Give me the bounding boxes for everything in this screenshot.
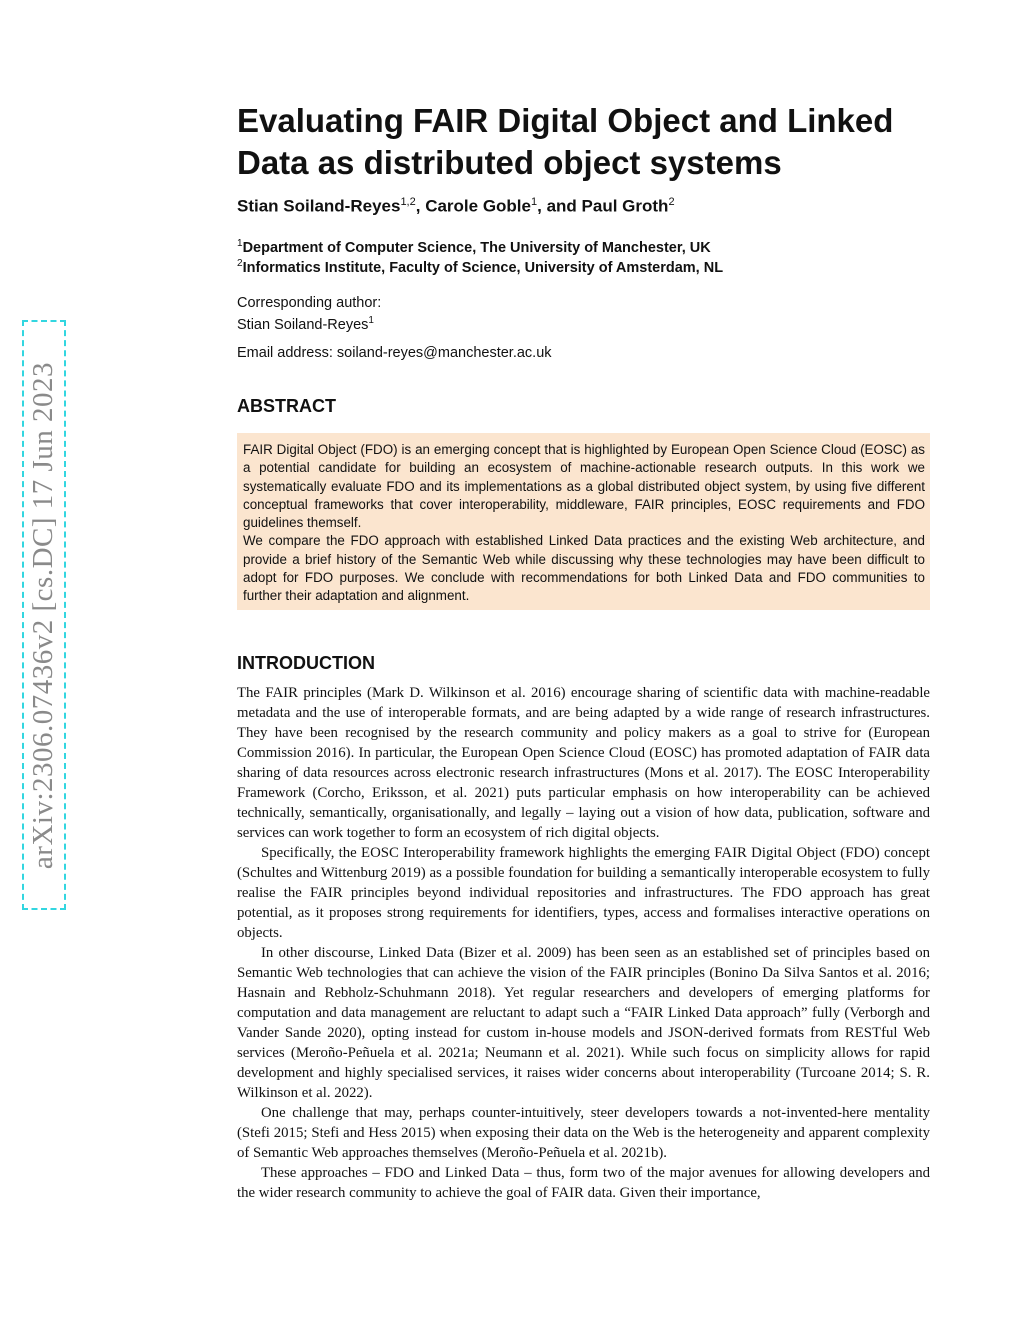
corresponding-author-label: Corresponding author: xyxy=(237,295,382,311)
affiliation-text: Department of Computer Science, The University of Manchester, UK xyxy=(242,239,711,256)
corresponding-author-mark: 1 xyxy=(368,315,374,326)
corresponding-author-name: Stian Soiland-Reyes xyxy=(237,316,369,333)
abstract-paragraph: FAIR Digital Object (FDO) is an emerging concept that is highlighted by European Open Science Cloud (EOSC) as a potential candidate for building an ecosystem of machine-actionable research outputs. In this work we systematically evaluate FDO and its implementations as a global distributed object system, by using five different conceptual frameworks that cover interoperability, middleware, FAIR principles, EOSC requirements and FDO guidelines themself. xyxy=(243,442,925,531)
abstract-paragraph: We compare the FDO approach with established Linked Data practices and the existing Web architecture, and provide a brief history of the Semantic Web while discussing why these technologies may have been difficult to adopt for FDO purposes. We conclude with recommendations for both Linked Data and FDO communities to further their adaptation and alignment. xyxy=(243,533,925,604)
affiliation-text: Informatics Institute, Faculty of Science, University of Amsterdam, NL xyxy=(242,259,724,276)
author-affiliation-mark: 2 xyxy=(668,196,675,208)
body-paragraph: One challenge that may, perhaps counter-intuitively, steer developers towards a not-invented-here mentality (Stefi 2015; Stefi and Hess 2015) when exposing their data on the Web is the heterogeneity and apparent complexity of Semantic Web approaches themselves (Meroño-Peñuela et al. 2021b). xyxy=(237,1105,930,1161)
author-name: Carole Goble xyxy=(425,196,531,216)
affiliation-mark: 2 xyxy=(237,258,243,269)
author-list xyxy=(237,196,930,217)
introduction-heading: INTRODUCTION xyxy=(237,653,375,673)
abstract-heading: ABSTRACT xyxy=(237,396,336,416)
author-separator: , xyxy=(415,196,426,216)
author-name: Paul Groth xyxy=(581,196,669,216)
paper-title: Evaluating FAIR Digital Object and Linked Data as distributed object systems xyxy=(237,102,894,181)
abstract-box xyxy=(237,433,930,610)
affiliation-mark: 1 xyxy=(237,238,243,249)
affiliation-2 xyxy=(237,258,930,276)
introduction-body xyxy=(237,683,930,1203)
author-affiliation-mark: 1 xyxy=(531,196,538,208)
arxiv-identifier-stamp xyxy=(22,320,66,910)
affiliation-1 xyxy=(237,238,930,256)
body-paragraph: The FAIR principles (Mark D. Wilkinson et al. 2016) encourage sharing of scientific data with machine-readable metadata and the use of interoperable formats, and are being adapted by a wide range of research infrastructures. They have been recognised by the research community and policy makers as a goal to strive for (European Commission 2016). In particular, the European Open Science Cloud (EOSC) has promoted adaptation of FAIR data sharing of data resources across electronic research infrastructures (Mons et al. 2017). The EOSC Interoperability Framework (Corcho, Eriksson, et al. 2021) puts particular emphasis on how interoperability can be achieved technically, semantically, organisationally, and legally – laying out a vision of how data, publication, software and services can work together to form an ecosystem of rich digital objects. xyxy=(237,685,930,841)
corresponding-author xyxy=(237,315,930,333)
author-name: Stian Soiland-Reyes xyxy=(237,196,401,216)
author-affiliation-mark: 1,2 xyxy=(400,196,416,208)
body-paragraph: In other discourse, Linked Data (Bizer et al. 2009) has been seen as an established set of principles based on Semantic Web technologies that can achieve the vision of the FAIR principles (Bonino Da Silva Santos et al. 2016; Hasnain and Rebholz-Schuhmann 2018). Yet regular researchers and developers of emerging platforms for computation and data management are reluctant to adapt such a “FAIR Linked Data approach” fully (Verborgh and Vander Sande 2020), opting instead for custom in-house models and JSON-derived formats from RESTful Web services (Meroño-Peñuela et al. 2021a; Neumann et al. 2021). While such focus on simplicity allows for rapid development and highly specialised services, it raises wider concerns about interoperability (Turcoane 2014; S. R. Wilkinson et al. 2022). xyxy=(237,945,930,1101)
body-paragraph: These approaches – FDO and Linked Data – thus, form two of the major avenues for allowing developers and the wider research community to achieve the goal of FAIR data. Given their importance, xyxy=(237,1165,930,1201)
arxiv-identifier: arXiv:2306.07436v2 [cs.DC] 17 Jun 2023 xyxy=(27,361,60,869)
author-separator: , and xyxy=(537,196,582,216)
email-address: Email address: soiland-reyes@manchester.ac.uk xyxy=(237,345,552,361)
body-paragraph: Specifically, the EOSC Interoperability framework highlights the emerging FAIR Digital Object (FDO) concept (Schultes and Wittenburg 2019) as a possible foundation for building a semantically interoperable ecosystem to fully realise the FAIR principles beyond individual repositories and infrastructures. The FDO approach has great potential, as it proposes strong requirements for identifiers, types, access and formalises interactive operations on objects. xyxy=(237,845,930,941)
